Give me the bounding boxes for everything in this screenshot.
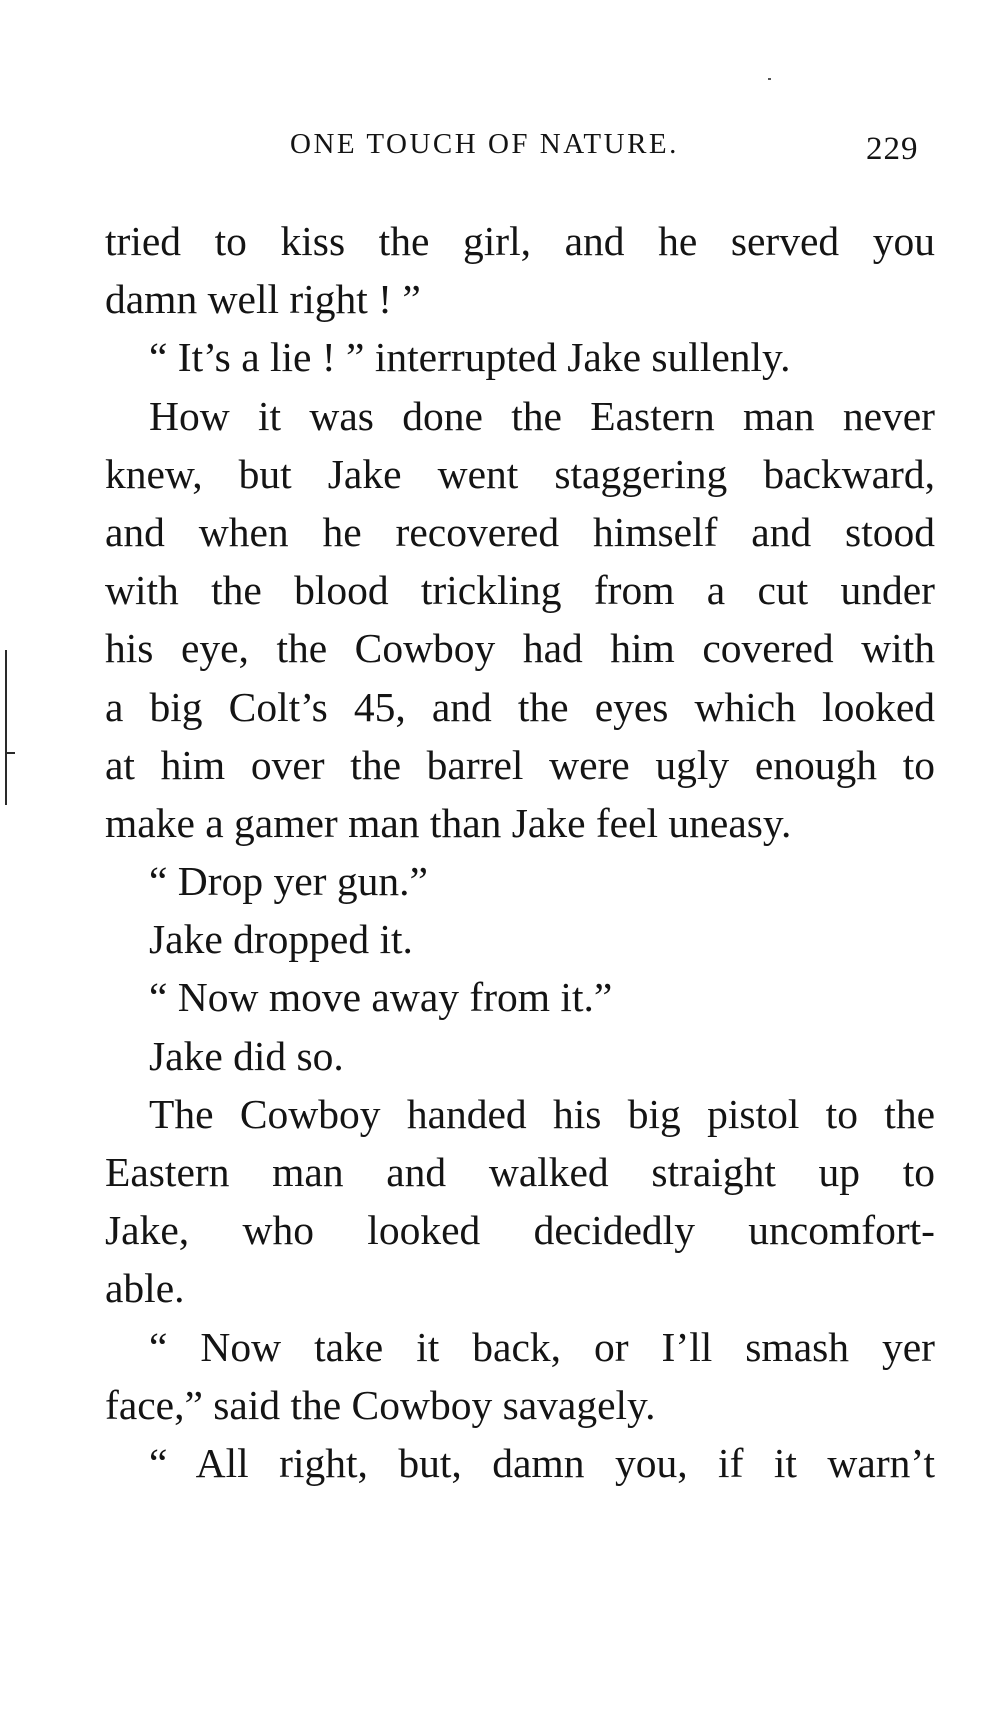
text-line: “ Now move away from it.” [149, 974, 613, 1021]
body-text [105, 212, 935, 1492]
margin-bar-mark [5, 650, 7, 805]
text-line: at him over the barrel were ugly enough to [105, 741, 935, 788]
text-line: and when he recovered himself and stood [105, 508, 935, 555]
text-line: make a gamer man than Jake feel uneasy. [105, 799, 792, 846]
text-line: with the blood trickling from a cut under [105, 567, 935, 614]
text-line: Jake, who looked decidedly uncomfort- [105, 1207, 935, 1254]
page-number: 229 [866, 131, 919, 167]
text-line: Eastern man and walked straight up to [105, 1149, 935, 1195]
text-line: a big Colt’s 45, and the eyes which looked [105, 683, 935, 730]
text-line: The Cowboy handed his big pistol to the [149, 1090, 935, 1137]
text-line: How it was done the Eastern man never [149, 392, 935, 439]
text-line: his eye, the Cowboy had him covered with [105, 625, 935, 672]
text-line: “ Now take it back, or I’ll smash yer [149, 1323, 935, 1370]
running-title: ONE TOUCH OF NATURE. [290, 128, 679, 160]
text-line: “ All right, but, damn you, if it warn’t [149, 1439, 935, 1486]
text-line: face,” said the Cowboy savagely. [105, 1381, 656, 1428]
text-line: able. [105, 1265, 185, 1312]
text-line: knew, but Jake went staggering backward, [105, 450, 935, 497]
ink-speck [768, 78, 771, 80]
text-line: damn well right ! ” [105, 276, 421, 323]
text-line: Jake dropped it. [149, 916, 413, 963]
text-line: Jake did so. [149, 1032, 344, 1079]
text-line: “ It’s a lie ! ” interrupted Jake sullenly. [149, 334, 791, 381]
text-line: tried to kiss the girl, and he served you [105, 218, 935, 264]
margin-tick-mark [5, 752, 15, 754]
text-line: “ Drop yer gun.” [149, 858, 428, 905]
